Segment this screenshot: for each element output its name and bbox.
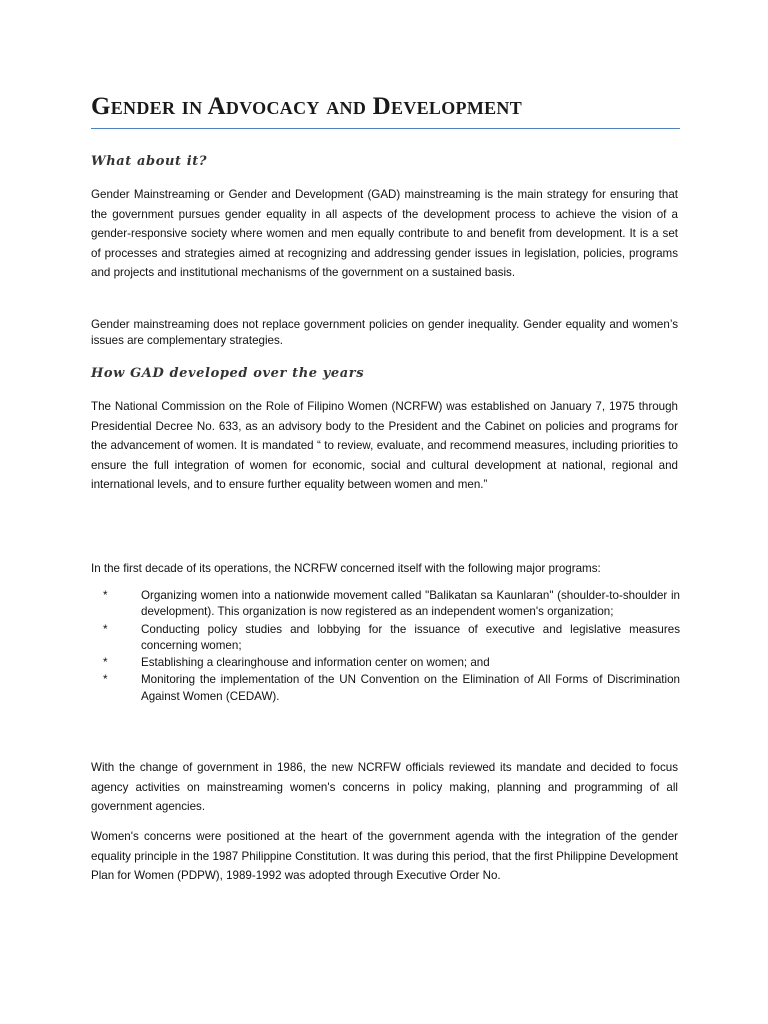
section-heading-what-about-it: What about it? [91, 154, 208, 169]
list-item [91, 622, 680, 655]
paragraph-gad-mainstreaming: Gender Mainstreaming or Gender and Development (GAD) mainstreaming is the main strategy for ensuring that the government pursues gender equality in all aspects of the development process to achieve the vision of a gender-responsive society where women and men equally contribute to and benefit from development. It is a set of processes and strategies aimed at recognizing and addressing gender issues in legislation, policies, programs and projects and institutional mechanisms of the government on a sustained basis. [91, 188, 678, 280]
bullet-marker: * [103, 673, 108, 687]
section-heading-how-gad-developed: How GAD developed over the years [91, 366, 365, 381]
list-item [91, 588, 680, 621]
list-item-text: Conducting policy studies and lobbying for the issuance of executive and legislative measures concerning women; [141, 622, 680, 652]
page-title: Gender in Advocacy and Development [91, 93, 523, 120]
paragraph-ncrfw-established: The National Commission on the Role of Filipino Women (NCRFW) was established on January 7, 1975 through Presidential Decree No. 633, as an advisory body to the President and the Cabinet on policies and programs for the advancement of women. It is mandated “ to review, evaluate, and recommend measures, including priorities to ensure the full integration of women for economic, social and cultural development at national, regional and international levels, and to ensure further equality between women and men.” [91, 400, 678, 492]
list-item [91, 655, 680, 671]
bullet-marker: * [103, 656, 108, 670]
major-programs-list [91, 588, 680, 706]
paragraph-womens-concerns: Women's concerns were positioned at the heart of the government agenda with the integration of the gender equality principle in the 1987 Philippine Constitution. It was during this period, that the first Philippine Development Plan for Women (PDPW), 1989-1992 was adopted through Executive Order No. [91, 830, 678, 883]
list-item [91, 672, 680, 705]
paragraph-complementary-strategies: Gender mainstreaming does not replace government policies on gender inequality. Gender equality and women’s issues are complementary strategies. [91, 318, 678, 347]
paragraph-first-decade: In the first decade of its operations, the NCRFW concerned itself with the following major programs: [91, 562, 601, 575]
list-item-text: Monitoring the implementation of the UN Convention on the Elimination of All Forms of Discrimination Against Women (CEDAW). [141, 673, 680, 703]
list-item-text: Organizing women into a nationwide movement called "Balikatan sa Kaunlaran" (shoulder-to-shoulder in development). This organization is now registered as an independent women's organization; [141, 589, 680, 619]
bullet-marker: * [103, 589, 108, 602]
list-item-text: Establishing a clearinghouse and information center on women; and [141, 656, 490, 670]
bullet-marker: * [103, 622, 108, 636]
title-block [91, 92, 680, 129]
paragraph-change-of-government: With the change of government in 1986, the new NCRFW officials reviewed its mandate and decided to focus agency activities on mainstreaming women's concerns in policy making, planning and programming of all government agencies. [91, 761, 678, 814]
